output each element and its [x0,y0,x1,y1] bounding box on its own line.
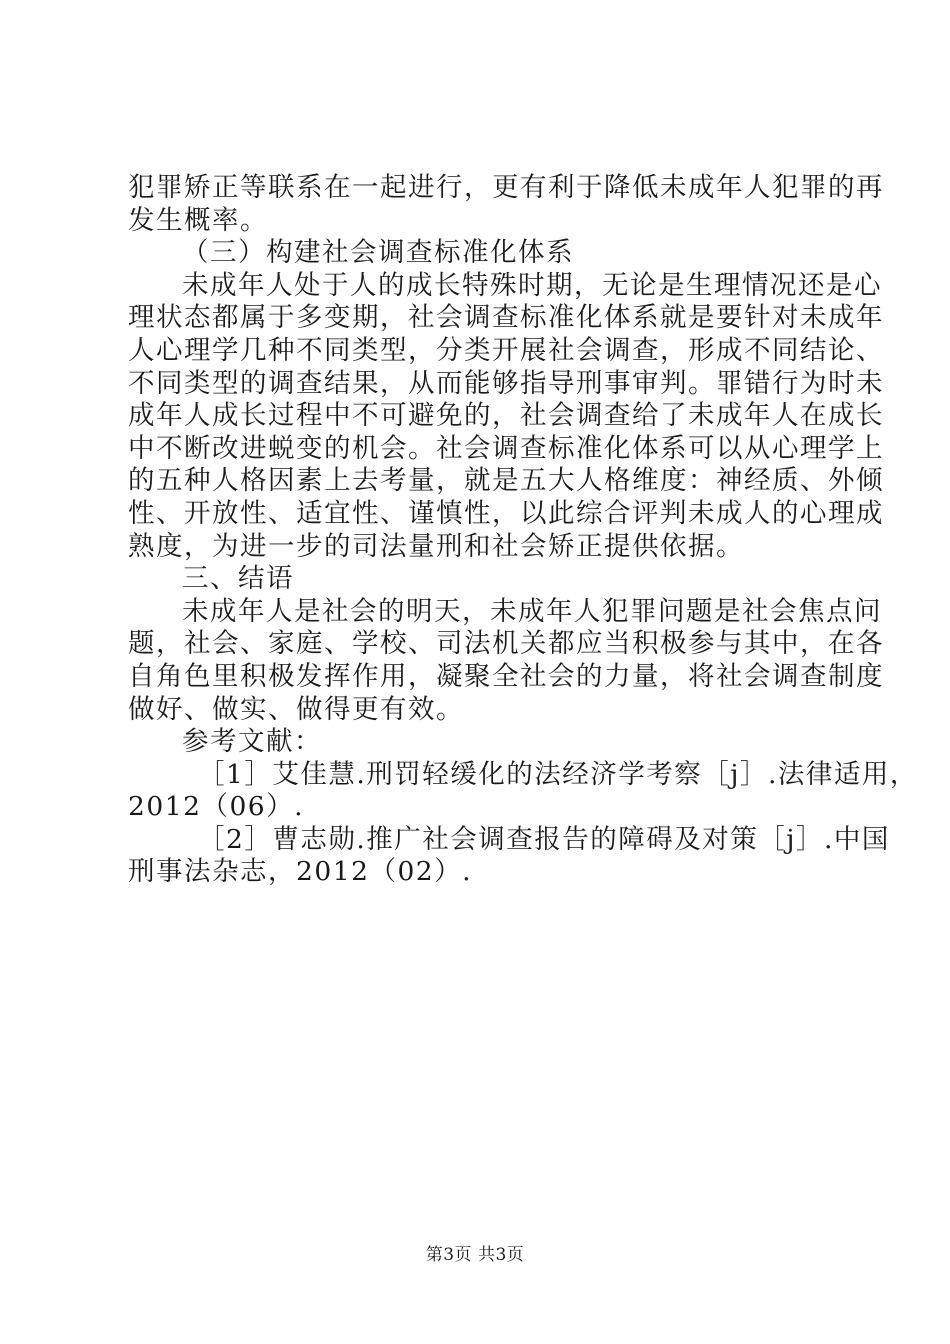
body-text-line: 不同类型的调查结果，从而能够指导刑事审判。罪错行为时未 [128,367,884,399]
reference-item: ［1］艾佳慧.刑罚轻缓化的法经济学考察［j］.法律适用， [198,758,918,790]
body-text-line: 做好、做实、做得更有效。 [128,693,464,725]
section-heading: 三、结语 [182,563,294,595]
references-heading: 参考文献： [182,726,322,758]
body-text-line: 理状态都属于多变期，社会调查标准化体系就是要针对未成年 [128,302,884,334]
reference-item: 2012（06）. [128,791,305,823]
body-text-line: 人心理学几种不同类型，分类开展社会调查，形成不同结论、 [128,334,884,366]
reference-item: ［2］曹志勋.推广社会调查报告的障碍及对策［j］.中国 [198,823,890,855]
body-text-line: 题，社会、家庭、学校、司法机关都应当积极参与其中，在各 [128,628,884,660]
body-text-line: 未成年人是社会的明天，未成年人犯罪问题是社会焦点问 [182,595,882,627]
body-text-line: 熟度，为进一步的司法量刑和社会矫正提供依据。 [128,530,744,562]
body-text-line: 性、开放性、适宜性、谨慎性，以此综合评判未成人的心理成 [128,497,884,529]
body-text-line: 未成年人处于人的成长特殊时期，无论是生理情况还是心 [182,269,882,301]
section-heading: （三）构建社会调查标准化体系 [182,237,574,269]
body-text-line: 中不断改进蜕变的机会。社会调查标准化体系可以从心理学上 [128,432,884,464]
reference-item: 刑事法杂志，2012（02）. [128,856,473,888]
body-text-line: 成年人成长过程中不可避免的，社会调查给了未成年人在成长 [128,400,884,432]
body-text-line: 自角色里积极发挥作用，凝聚全社会的力量，将社会调查制度 [128,660,884,692]
body-text-line: 的五种人格因素上去考量，就是五大人格维度：神经质、外倾 [128,465,884,497]
document-body [128,172,918,889]
page-number: 第3页 共3页 [425,1245,525,1265]
body-text-line: 犯罪矫正等联系在一起进行，更有利于降低未成年人犯罪的再 [128,172,884,203]
body-text-line: 发生概率。 [128,204,268,236]
